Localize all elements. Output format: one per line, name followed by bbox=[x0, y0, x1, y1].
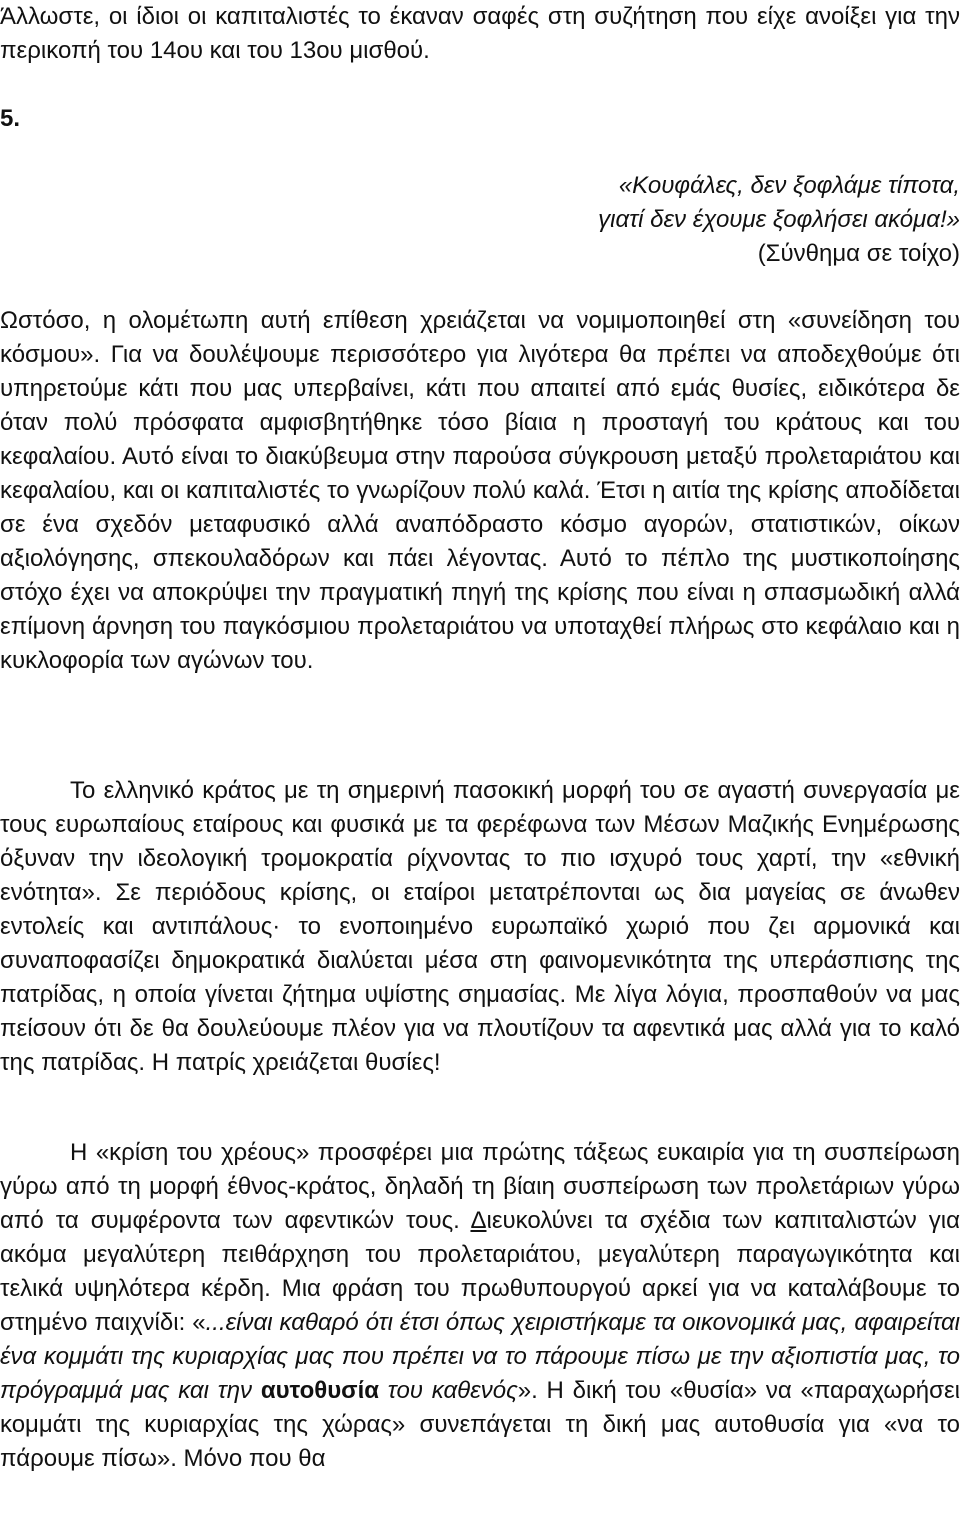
epigraph-line-1: «Κουφάλες, δεν ξοφλάμε τίποτα, bbox=[618, 172, 960, 199]
paragraph-3-text-2: ιευκολύνει τα σχέδια των καπιταλιστών για ακόμα μεγαλύτερη πειθάρχηση του προλεταριάτου, μεγαλύτερη παραγωγικότητα και τελικά υψηλότερα κέρδη. Μια φράση του πρωθυπουργού αρκεί για να καταλάβουμε το στημένο παιχνίδι: « bbox=[0, 1207, 960, 1336]
pm-quote-part-1: ...είναι καθαρό ότι έτσι όπως χειριστήκαμε τα οικονομικά μας, αφαιρείται ένα κομμάτι της κυριαρχίας μας που πρέπει να το πάρουμε πίσω με την αξιοπιστία μας, το πρόγραμμά μας και την bbox=[0, 1309, 960, 1404]
pm-quote-part-2: του καθενός bbox=[379, 1377, 518, 1404]
paragraph-3-text-3: ». Η δική του «θυσία» να «παραχωρήσει κομμάτι της κυριαρχίας της χώρας» συνεπάγεται τη δική μας αυτοθυσία για «να το πάρουμε πίσω». Μόνο που θα bbox=[0, 1377, 960, 1472]
paragraph-3-text-1: Η «κρίση του χρέους» προσφέρει μια πρώτης τάξεως ευκαιρία για τη συσπείρωση γύρω από τη μορφή έθνος-κράτος, δηλαδή τη βίαιη συσπείρωση των προλετάριων γύρω από τα συμφέροντα των αφεντικών τους. bbox=[0, 1139, 960, 1234]
section-number: 5. bbox=[0, 105, 21, 132]
intro-paragraph: Άλλωστε, οι ίδιοι οι καπιταλιστές το έκαναν σαφές στη συζήτηση που είχε ανοίξει για την περικοπή του 14ου και του 13ου μισθού. bbox=[0, 3, 960, 64]
body-paragraph-1: Ωστόσο, η ολομέτωπη αυτή επίθεση χρειάζεται να νομιμοποιηθεί στη «συνείδηση του κόσμου». Για να δουλέψουμε περισσότερο για λιγότερα θα πρέπει να αποδεχθούμε ότι υπηρετούμε κάτι που μας υπερβαίνει, κάτι που απαιτεί από εμάς θυσίες, ειδικότερα δε όταν πολύ πρόσφατα αμφισβητήθηκε τόσο βίαια η προσταγή του κράτους και του κεφαλαίου. Αυτό είναι το διακύβευμα στην παρούσα σύγκρουση μεταξύ προλεταριάτου και κεφαλαίου, και οι καπιταλιστές το γνωρίζουν πολύ καλά. Έτσι η αιτία της κρίσης αποδίδεται σε ένα σχεδόν μεταφυσικό αλλά αναπόδραστο κόσμο αγορών, στατιστικών, οίκων αξιολόγησης, σπεκουλαδόρων και πάει λέγοντας. Αυτό το πέπλο της μυστικοποίησης στόχο έχει να αποκρύψει την πραγματική πηγή της κρίσης που είναι η σπασμωδική αλλά επίμονη άρνηση του παγκόσμιου προλεταριάτου να υποταχθεί πλήρως στο κεφάλαιο και η κυκλοφορία των αγώνων του. bbox=[0, 307, 960, 674]
epigraph-source: (Σύνθημα σε τοίχο) bbox=[757, 240, 960, 267]
epigraph-line-2: γιατί δεν έχουμε ξοφλήσει ακόμα!» bbox=[598, 206, 960, 233]
pm-quote-emphasis: αυτοθυσία bbox=[260, 1377, 380, 1404]
underlined-letter: Δ bbox=[470, 1207, 487, 1234]
body-paragraph-3 bbox=[0, 1136, 960, 1476]
body-paragraph-2: Το ελληνικό κράτος με τη σημερινή πασοκική μορφή του σε αγαστή συνεργασία με τους ευρωπαίους εταίρους και φυσικά με τα φερέφωνα των Μέσων Μαζικής Ενημέρωσης όξυναν την ιδεολογική τρομοκρατία ρίχνοντας το πιο ισχυρό τους χαρτί, την «εθνική ενότητα». Σε περιόδους κρίσης, οι εταίροι μετατρέπονται ως δια μαγείας σε άνωθεν εντολείς και αντιπάλους· το ενοποιημένο ευρωπαϊκό χωριό που ζει αρμονικά και συναποφασίζει δημοκρατικά διαλύεται μέσα στη φαινομενικότητα της υπεράσπισης της πατρίδας, η οποία γίνεται ζήτημα υψίστης σημασίας. Με λίγα λόγια, προσπαθούν να μας πείσουν ότι δε θα δουλεύουμε πλέον για να πλουτίζουν τα αφεντικά μας αλλά για το καλό της πατρίδας. Η πατρίς χρειάζεται θυσίες! bbox=[0, 777, 960, 1076]
epigraph bbox=[260, 169, 960, 271]
